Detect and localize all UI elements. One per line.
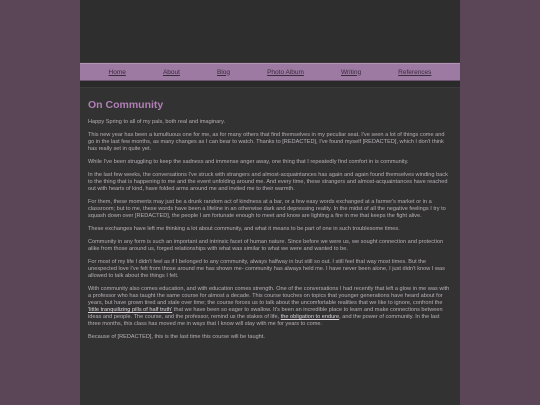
main-nav [80,63,460,81]
half-truth-link[interactable]: 'little tranquilizing pills of half truth' [88,307,173,313]
nav-photo-album-link[interactable]: Photo Album [267,68,304,76]
nav-references-link[interactable]: References [398,68,432,76]
post-paragraph: These exchanges have left me thinking a lot about community, and what it means to be part of one in such troublesome times. [88,226,400,232]
post-paragraph: Because of [REDACTED], this is the last time this course will be taught. [88,334,265,340]
nav-writing-link[interactable]: Writing [341,68,362,76]
nav-about-link[interactable]: About [162,68,180,76]
post-title: On Community [88,99,164,111]
page-container [80,0,460,405]
paragraph-text: , and the power of community. In the last three months, this class has moved me in ways that I know will stay with me for years to come. [88,314,440,327]
post-content [80,87,460,405]
post-paragraph: Happy Spring to all of my pals, both real and imaginary. [88,119,226,125]
post-paragraph-with-links [88,286,451,328]
paragraph-text: With community also comes education, and with education comes strength. One of the conversations I had recently that left a glow in me was with a professor who has taught the same course for almost a decade. This course touches on topics that younger generations have heard about for years, but have grown tired and stale over time; the course forces us to talk about the uncomfortable realities that we like to ignore, confront the [88,286,450,306]
post-paragraph: While I've been struggling to keep the sadness and immense anger away, one thing that I repeatedly find comfort in is community. [88,159,409,165]
post-paragraph: Community in any form is such an important and intrinsic facet of human nature. Since before we were us, we sought connection and protection alike from those around us, forged relationships with what was similar to what we were and wanted to be. [88,239,444,252]
site-header [80,0,460,63]
post-paragraph: This new year has been a tumultuous one for me, as for many others that find themselves in my peculiar seat. I've seen a lot of things come and go in the last few months, as many changes as I can bear to watch. Thanks to [REDACTED], I've found myself [REDACTED], which I don't think has really set in quite yet. [88,132,445,152]
post-paragraph: In the last few weeks, the conversations I've struck with strangers and almost-acquaintances has again and again found themselves winding back to the thing that is happening to me and the event unfolding around me. And every time, these strangers and almost-acquaintances have reached out with hearts of kind, have folded arms around me and invited me to their warmth. [88,172,448,192]
paragraph-text: that we have been so eager to swallow. It's been an incredible place to learn and make connections between ideas and people. The course, and the professor, remind us the stakes of life, [88,307,443,320]
nav-home-link[interactable]: Home [108,68,126,76]
obligation-link[interactable]: the obligation to endure [280,314,340,320]
post-paragraph: For most of my life I didn't feel as if I belonged to any community, always halfway in but still so out. I still feel that way most times. But the unexpected love I've felt from those around me has shown me- community has always held me. I have never been alone, I just didn't know I was allowed to talk about the things I felt. [88,259,445,279]
nav-blog-link[interactable]: Blog [217,68,231,76]
post-paragraph: For them, these moments may just be a drunk random act of kindness at a bar, or a few easy words exchanged at a farmer's market or in a classroom; but to me, these words have been a lifeline in an otherwise dark and depressing reality. In the midst of all the negative feelings I try to squash down over [REDACTED], the people I am fortunate enough to meet and know are lighting a fire in me that keeps the fight alive. [88,199,446,219]
